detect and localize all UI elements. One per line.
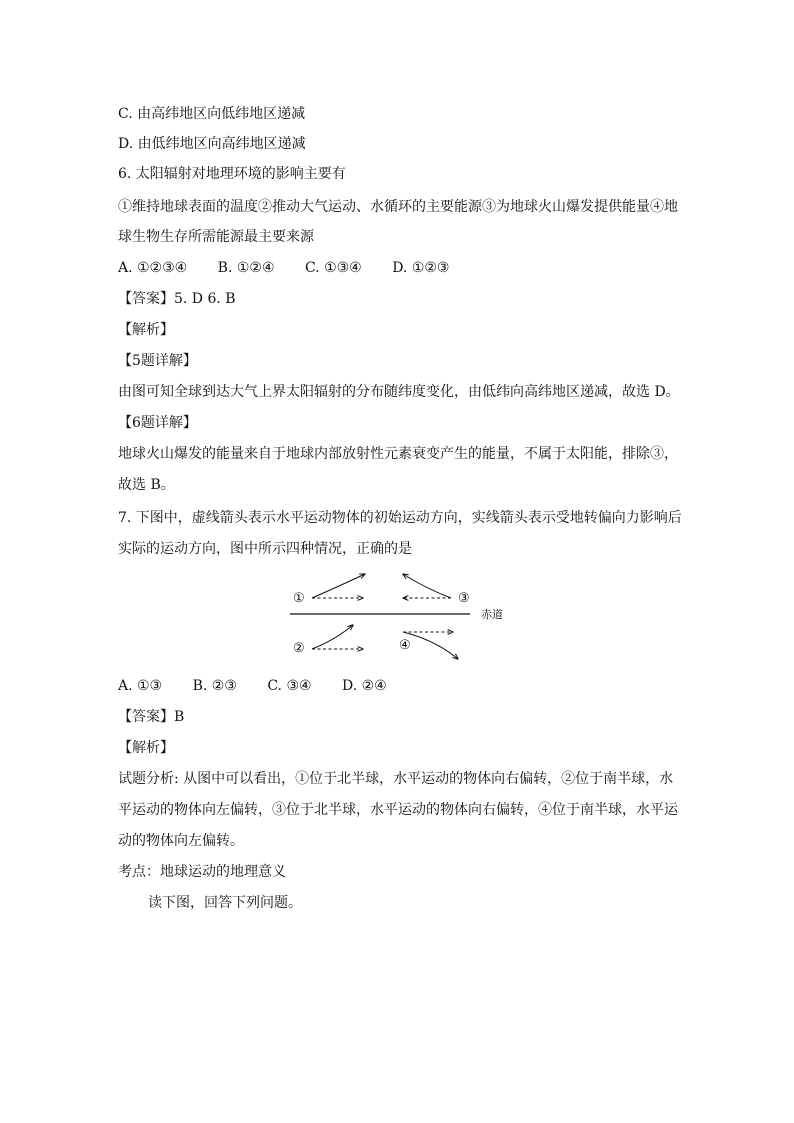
q7-options (118, 676, 413, 696)
q6-items-line-2: 球生物生存所需能源最主要来源 (118, 229, 314, 245)
case2-actual-arrow (312, 625, 353, 649)
equator-label: 赤道 (481, 608, 503, 621)
next-question-intro: 读下图，回答下列问题。 (148, 895, 302, 911)
q6-options (118, 258, 475, 278)
q6-detail-title: 【6题详解】 (118, 415, 197, 431)
q7-analysis-line-3: 动的物体向左偏转。 (118, 833, 244, 849)
q7-exam-point: 考点：地球运动的地理意义 (118, 864, 286, 880)
q7-analysis-line-2: 平运动的物体向左偏转，③位于北半球，水平运动的物体向右偏转，④位于南半球，水平运 (118, 802, 678, 818)
q6-stem: 6. 太阳辐射对地理环境的影响主要有 (118, 166, 346, 182)
answer-5-6: 【答案】5. D 6. B (118, 291, 236, 307)
q5-detail: 由图可知全球到达大气上界太阳辐射的分布随纬度变化，由低纬向高纬地区递减，故选 D。 (118, 384, 680, 400)
q7-option-b: B. ②③ (192, 678, 237, 694)
q5-option-d: D. 由低纬地区向高纬地区递减 (118, 136, 306, 152)
case3-actual-arrow (403, 574, 451, 598)
answer-7: 【答案】B (118, 709, 185, 725)
q6-items-line-1: ①维持地球表面的温度②推动大气运动、水循环的主要能源③为地球火山爆发提供能量④地 (118, 199, 678, 215)
coriolis-deflection-diagram (285, 562, 525, 672)
q6-option-c: C. ①③④ (304, 260, 362, 276)
marker-1: ① (293, 591, 305, 606)
marker-2: ② (293, 641, 305, 656)
q6-detail-line-2: 故选 B。 (118, 477, 175, 493)
q7-stem-line-2: 实际的运动方向，图中所示四种情况，正确的是 (118, 541, 412, 557)
q7-option-d: D. ②④ (342, 678, 387, 694)
analysis-heading-7: 【解析】 (118, 740, 174, 756)
q6-option-d: D. ①②③ (392, 260, 450, 276)
case4-actual-arrow (403, 632, 458, 659)
q7-option-a: A. ①③ (118, 678, 163, 694)
q5-option-c: C. 由高纬地区向低纬地区递减 (118, 106, 306, 122)
q7-option-c: C. ③④ (267, 678, 312, 694)
q7-stem-line-1: 7. 下图中，虚线箭头表示水平运动物体的初始运动方向，实线箭头表示受地转偏向力影响后 (118, 510, 682, 526)
q5-detail-title: 【5题详解】 (118, 353, 197, 369)
marker-3: ③ (458, 591, 470, 606)
marker-4: ④ (399, 638, 411, 653)
analysis-heading-5-6: 【解析】 (118, 322, 174, 338)
q7-analysis-line-1: 试题分析: 从图中可以看出，①位于北半球，水平运动的物体向右偏转，②位于南半球，水 (118, 771, 674, 787)
q6-option-b: B. ①②④ (217, 260, 275, 276)
q6-detail-line-1: 地球火山爆发的能量来自于地球内部放射性元素衰变产生的能量，不属于太阳能，排除③， (118, 446, 678, 462)
case1-actual-arrow (312, 574, 365, 598)
q6-option-a: A. ①②③④ (118, 260, 188, 276)
